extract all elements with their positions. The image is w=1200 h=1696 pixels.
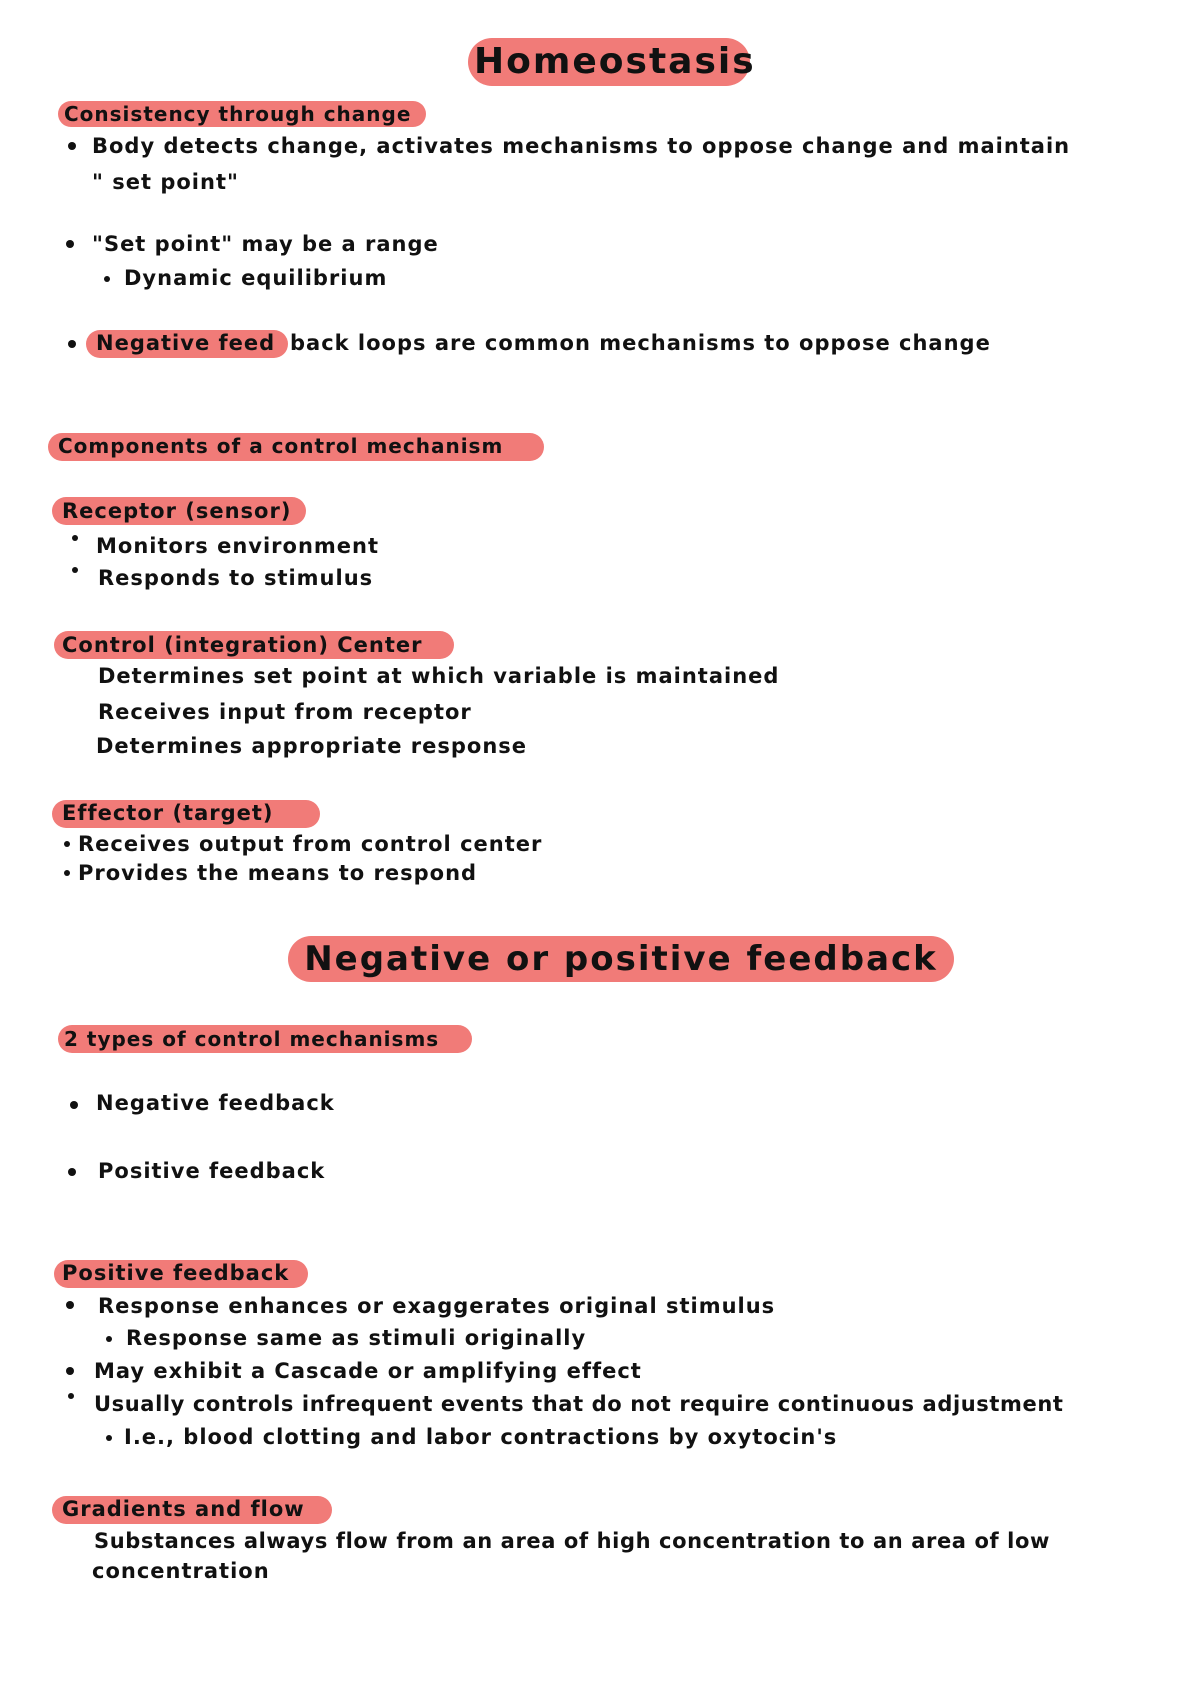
positive-feedback-item-3: Usually controls infrequent events that do not require continuous adjustment	[94, 1392, 1064, 1416]
sub-bullet-dot	[104, 276, 110, 282]
bullet-dot	[64, 841, 70, 847]
gradients-line-1: Substances always flow from an area of high concentration to an area of low	[94, 1529, 1050, 1553]
bullet-dot	[66, 240, 74, 248]
consistency-bullet1-line2: " set point"	[92, 170, 239, 194]
effector-item-1: Receives output from control center	[78, 832, 543, 856]
consistency-bullet2-sub: Dynamic equilibrium	[124, 266, 388, 290]
sub-bullet-dot	[106, 1435, 112, 1441]
control-center-item-3: Determines appropriate response	[96, 734, 528, 758]
positive-feedback-item-3-sub: I.e., blood clotting and labor contractions by oxytocin's	[124, 1425, 838, 1449]
consistency-bullet1-line1: Body detects change, activates mechanisms to oppose change and maintain	[92, 134, 1071, 158]
bullet-dot	[72, 535, 78, 541]
bullet-dot	[66, 1301, 74, 1309]
gradients-heading: Gradients and flow	[62, 1497, 305, 1521]
bullet-dot	[66, 1367, 74, 1375]
types-item-2: Positive feedback	[98, 1159, 326, 1183]
components-heading: Components of a control mechanism	[58, 434, 504, 458]
bullet-dot	[70, 1101, 78, 1109]
page-title: Homeostasis	[474, 41, 756, 82]
types-heading: 2 types of control mechanisms	[64, 1027, 440, 1051]
positive-feedback-item-2: May exhibit a Cascade or amplifying effect	[94, 1359, 642, 1383]
receptor-item-1: Monitors environment	[96, 534, 380, 558]
receptor-heading: Receptor (sensor)	[62, 499, 292, 523]
consistency-bullet3-highlight: Negative feed	[96, 331, 276, 355]
gradients-line-2: concentration	[92, 1559, 270, 1583]
control-center-heading: Control (integration) Center	[62, 633, 423, 657]
consistency-bullet3-rest: back loops are common mechanisms to oppose change	[290, 331, 991, 355]
bullet-dot	[64, 870, 70, 876]
section-title: Negative or positive feedback	[304, 939, 938, 979]
control-center-item-2: Receives input from receptor	[98, 700, 472, 724]
bullet-dot	[68, 1393, 74, 1399]
sub-bullet-dot	[106, 1336, 112, 1342]
control-center-item-1: Determines set point at which variable is maintained	[98, 664, 780, 688]
receptor-item-2: Responds to stimulus	[98, 566, 374, 590]
positive-feedback-item-1: Response enhances or exaggerates original stimulus	[98, 1294, 776, 1318]
bullet-dot	[72, 567, 78, 573]
consistency-heading: Consistency through change	[64, 102, 412, 126]
effector-item-2: Provides the means to respond	[78, 861, 478, 885]
types-item-1: Negative feedback	[96, 1091, 335, 1115]
bullet-dot	[68, 142, 76, 150]
consistency-bullet2: "Set point" may be a range	[92, 232, 439, 256]
positive-feedback-heading: Positive feedback	[62, 1261, 290, 1285]
effector-heading: Effector (target)	[62, 801, 274, 825]
bullet-dot	[68, 340, 76, 348]
bullet-dot	[68, 1168, 76, 1176]
positive-feedback-item-1-sub: Response same as stimuli originally	[126, 1326, 587, 1350]
